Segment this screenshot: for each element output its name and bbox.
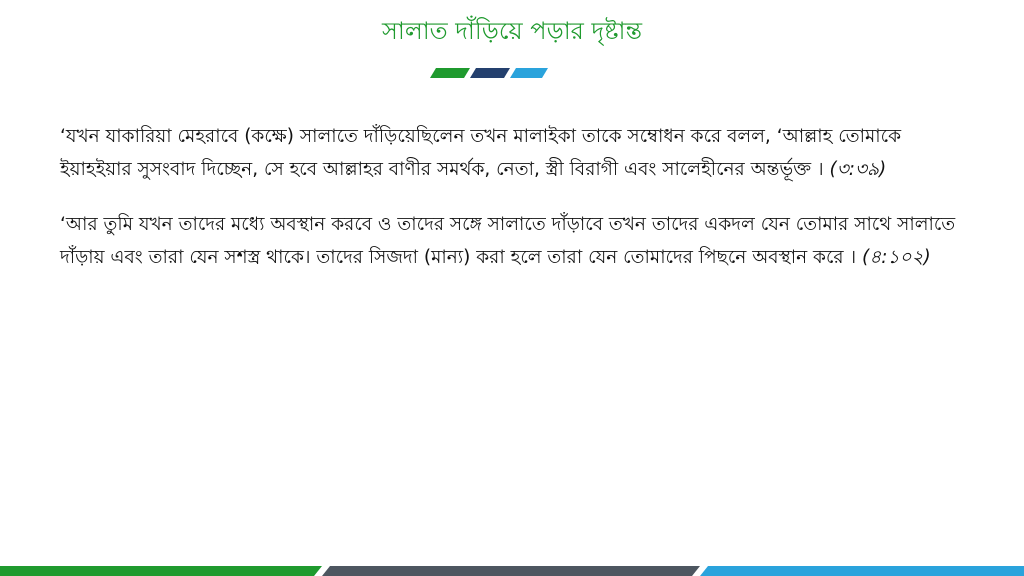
quote-text-1: ‘যখন যাকারিয়া মেহরাবে (কক্ষে) সালাতে দাঁড়িয়েছিলেন তখন মালাইকা তাকে সম্বোধন করে বলল, ‘আল্লাহ তোমাকে ইয়াহইয়ার সুসংবাদ দিচ্ছেন, সে হবে আল্লাহর বাণীর সমর্থক, নেতা, স্ত্রী বিরাগী এবং সালেহীনের অন্তর্ভূক্ত । <box>60 126 902 180</box>
quote-reference-2: (৪:১০২) <box>861 247 931 268</box>
quote-paragraph-2 <box>60 208 970 274</box>
footer-segment-gray <box>322 566 700 576</box>
deco-bar-navy <box>470 68 510 78</box>
footer-segment-green <box>0 566 322 576</box>
footer-segment-blue <box>700 566 1024 576</box>
quote-text-2: ‘আর তুমি যখন তাদের মধ্যে অবস্থান করবে ও তাদের সঙ্গে সালাতে দাঁড়াবে তখন তাদের একদল যেন তোমার সাথে সালাতে দাঁড়ায় এবং তারা যেন সশস্ত্র থাকে। তাদের সিজদা (মান্য) করা হলে তারা যেন তোমাদের পিছনে অবস্থান করে । <box>60 214 956 268</box>
slide-title: সালাত দাঁড়িয়ে পড়ার দৃষ্টান্ত <box>382 17 642 45</box>
quote-reference-1: (৩:৩৯) <box>829 159 887 180</box>
footer-stripe <box>0 566 1024 576</box>
quote-paragraph-1 <box>60 120 970 186</box>
deco-bar-green <box>430 68 470 78</box>
title-decoration <box>430 68 550 80</box>
deco-bar-blue <box>510 68 548 78</box>
slide-content <box>60 120 970 296</box>
